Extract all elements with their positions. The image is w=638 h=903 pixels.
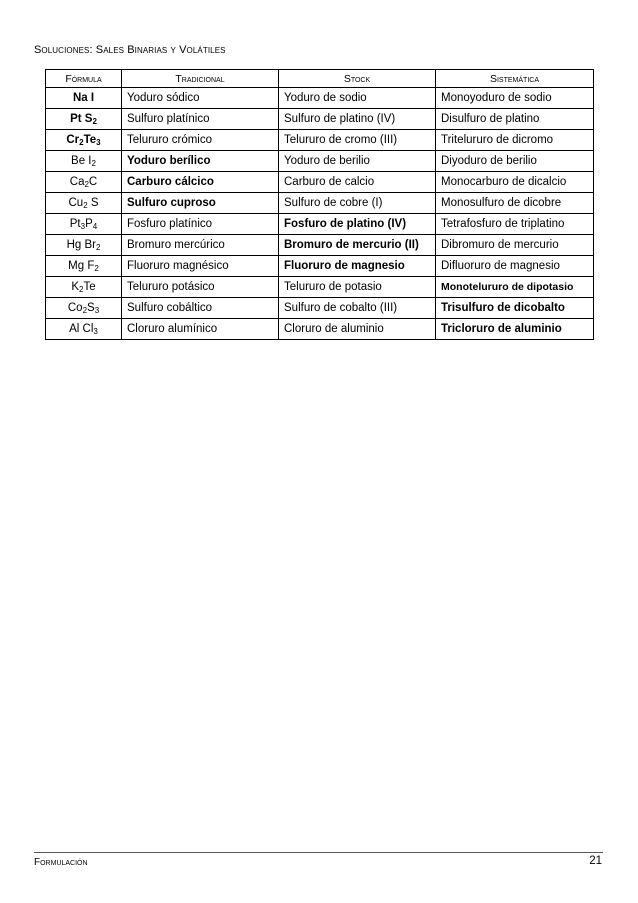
tradicional-cell: Yoduro sódico: [122, 88, 279, 109]
stock-cell: Sulfuro de cobalto (III): [279, 298, 436, 319]
sistematica-cell: Disulfuro de platino: [436, 109, 594, 130]
table-row: [46, 151, 594, 172]
table-header-row: [46, 70, 594, 88]
footer-divider: [34, 852, 603, 853]
sistematica-cell: Tetrafosfuro de triplatino: [436, 214, 594, 235]
sistematica-cell: Monotelururo de dipotasio: [436, 277, 594, 298]
formula-cell: Hg $Br_2$: [46, 235, 122, 256]
sistematica-cell: Dibromuro de mercurio: [436, 235, 594, 256]
stock-cell: Sulfuro de cobre (I): [279, 193, 436, 214]
stock-cell: Fluoruro de magnesio: [279, 256, 436, 277]
stock-cell: Bromuro de mercurio (II): [279, 235, 436, 256]
table-row: [46, 214, 594, 235]
sistematica-cell: Monoyoduro de sodio: [436, 88, 594, 109]
tradicional-cell: Yoduro berílico: [122, 151, 279, 172]
tradicional-cell: Carburo cálcico: [122, 172, 279, 193]
table-row: [46, 193, 594, 214]
formula-cell: $Ca_2C$: [46, 172, 122, 193]
formula-cell: Pt $S_2$: [46, 109, 122, 130]
section-heading: Soluciones: Sales Binarias y Volátiles: [34, 44, 226, 56]
footer-label: Formulación: [34, 857, 88, 868]
page-number: 21: [589, 855, 602, 867]
formula-cell: Be $I_2$: [46, 151, 122, 172]
tradicional-cell: Sulfuro cuproso: [122, 193, 279, 214]
tradicional-cell: Sulfuro cobáltico: [122, 298, 279, 319]
formula-cell: $K_2Te$: [46, 277, 122, 298]
stock-cell: Cloruro de aluminio: [279, 319, 436, 340]
table-row: [46, 172, 594, 193]
table-row: [46, 277, 594, 298]
sistematica-cell: Diyoduro de berilio: [436, 151, 594, 172]
tradicional-cell: Fluoruro magnésico: [122, 256, 279, 277]
sistematica-cell: Monosulfuro de dicobre: [436, 193, 594, 214]
tradicional-cell: Bromuro mercúrico: [122, 235, 279, 256]
table-row: [46, 298, 594, 319]
formula-cell: Mg $F_2$: [46, 256, 122, 277]
header-formula: Fórmula: [46, 70, 122, 88]
formula-cell: Al $Cl_3$: [46, 319, 122, 340]
formula-cell: $Cu_2$ S: [46, 193, 122, 214]
sistematica-cell: Trisulfuro de dicobalto: [436, 298, 594, 319]
header-stock: Stock: [279, 70, 436, 88]
tradicional-cell: Telururo potásico: [122, 277, 279, 298]
table-row: [46, 256, 594, 277]
tradicional-cell: Cloruro alumínico: [122, 319, 279, 340]
formula-cell: Na I: [46, 88, 122, 109]
stock-cell: Sulfuro de platino (IV): [279, 109, 436, 130]
header-sistematica: Sistemática: [436, 70, 594, 88]
sistematica-cell: Tricloruro de aluminio: [436, 319, 594, 340]
header-tradicional: Tradicional: [122, 70, 279, 88]
stock-cell: Carburo de calcio: [279, 172, 436, 193]
tradicional-cell: Telururo crómico: [122, 130, 279, 151]
table-row: [46, 319, 594, 340]
table-row: [46, 109, 594, 130]
stock-cell: Fosfuro de platino (IV): [279, 214, 436, 235]
sistematica-cell: Tritelururo de dicromo: [436, 130, 594, 151]
formula-cell: $Cr_2Te_3$: [46, 130, 122, 151]
formula-cell: $Pt_3P_4$: [46, 214, 122, 235]
tradicional-cell: Sulfuro platínico: [122, 109, 279, 130]
stock-cell: Telururo de potasio: [279, 277, 436, 298]
table-row: [46, 235, 594, 256]
sistematica-cell: Monocarburo de dicalcio: [436, 172, 594, 193]
stock-cell: Yoduro de berilio: [279, 151, 436, 172]
tradicional-cell: Fosfuro platínico: [122, 214, 279, 235]
formula-table: [45, 69, 594, 340]
formula-cell: $Co_2S_3$: [46, 298, 122, 319]
table-row: [46, 88, 594, 109]
sistematica-cell: Difluoruro de magnesio: [436, 256, 594, 277]
stock-cell: Telururo de cromo (III): [279, 130, 436, 151]
stock-cell: Yoduro de sodio: [279, 88, 436, 109]
table-row: [46, 130, 594, 151]
